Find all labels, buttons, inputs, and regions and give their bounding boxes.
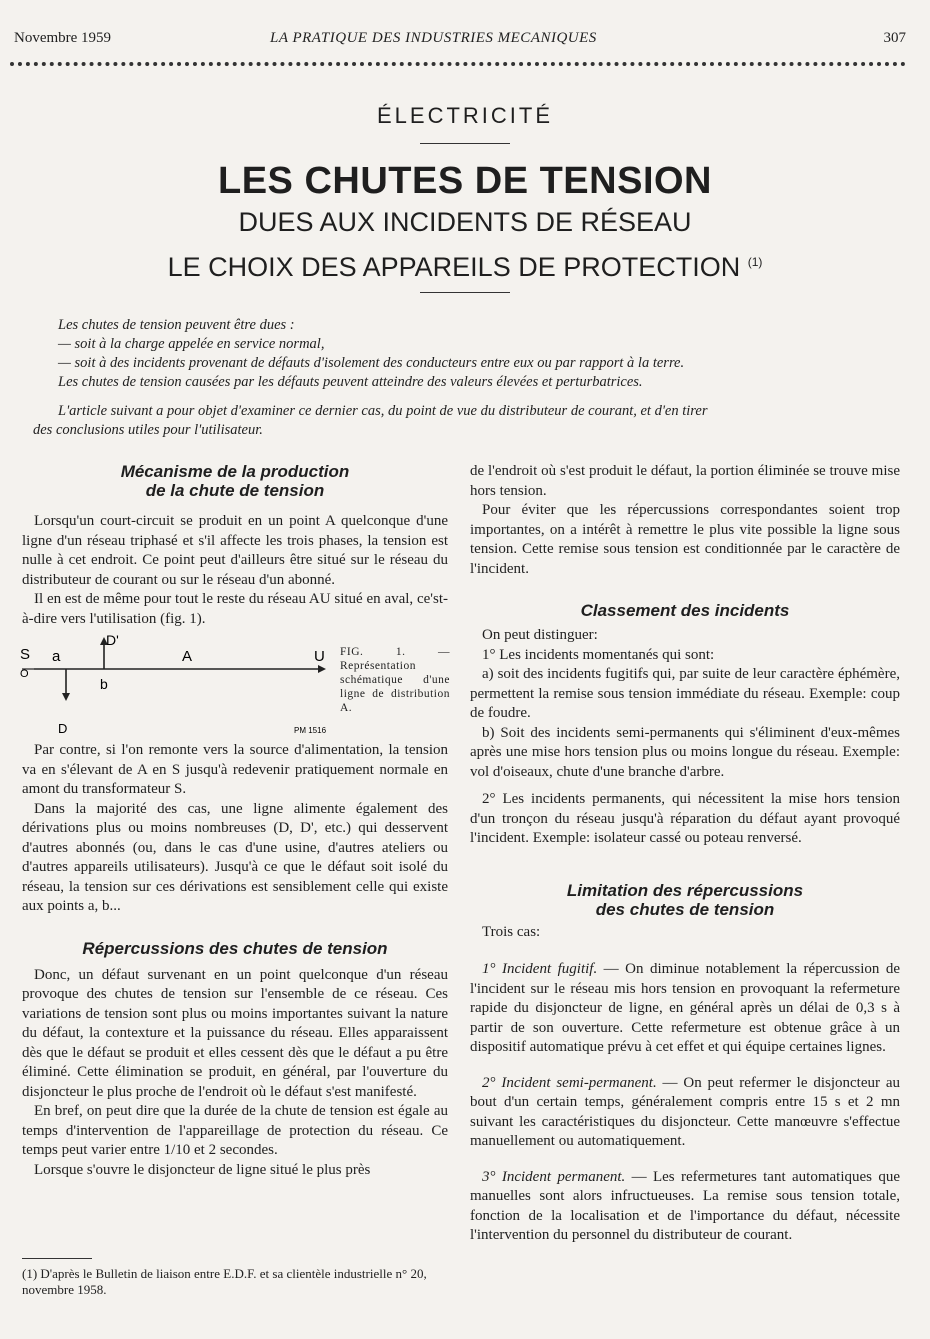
paragraph: Trois cas: [482, 923, 541, 940]
intro-line: des conclusions utiles pour l'utilisateur. [33, 422, 263, 438]
page-number: 307 [883, 30, 906, 46]
paragraph: Pour éviter que les répercussions correspondantes soient trop importantes, on a intérêt à remettre le plus vite possible la ligne sous tension. Cette remise sous tension est conditionnée par le caractère de l'incident. [470, 502, 900, 577]
header-journal: LA PRATIQUE DES INDUSTRIES MECANIQUES [270, 30, 597, 46]
line-diagram [20, 632, 332, 737]
intro-line: — soit à des incidents provenant de défauts d'isolement des conducteurs entre eux ou par rapport à la terre. [58, 355, 685, 371]
label-b: b [100, 676, 108, 692]
intro [58, 316, 878, 392]
paragraph: Lorsque s'ouvre le disjoncteur de ligne situé le plus près [34, 1161, 371, 1178]
paragraph: Il en est de même pour tout le reste du réseau AU situé en aval, ce'st-à-dire vers l'utilisation (fig. 1). [22, 591, 448, 627]
paragraph: On peut distinguer: [482, 627, 598, 643]
footnote-ref: (1) [747, 255, 763, 269]
left-column [22, 462, 448, 1180]
title-rule [420, 292, 510, 293]
article-subtitle-1: DUES AUX INCIDENTS DE RÉSEAU [238, 207, 692, 237]
heading-mecanisme: Mécanisme de la production de la chute de tension [120, 462, 350, 500]
paragraph: En bref, on peut dire que la durée de la chute de tension est égale au temps d'intervention de l'appareillage de protection du réseau. Ce temps peut varier entre 1/10 et 2 secondes. [22, 1103, 448, 1158]
label-a: a [52, 648, 61, 665]
paragraph: 1° Les incidents momentanés qui sont: [482, 646, 715, 663]
intro-line: Les chutes de tension peuvent être dues : [58, 317, 295, 333]
article-subtitle-2: LE CHOIX DES APPAREILS DE PROTECTION $^{(1)}$ [167, 252, 763, 282]
paragraph: a) soit des incidents fugitifs qui, par suite de leur caractère éphémère, permettent la remise sous tension immédiate du réseau. Exemple: coup de foudre. [470, 666, 900, 721]
heading-repercussions: Répercussions des chutes de tension [82, 938, 388, 958]
paragraph: de l'endroit où s'est produit le défaut, la portion éliminée se trouve mise hors tension. [470, 463, 900, 499]
intro-line: — soit à la charge appelée en service normal, [58, 336, 325, 352]
label-A: A [182, 648, 193, 665]
intro-purpose [33, 402, 903, 440]
paragraph: Lorsqu'un court-circuit se produit en un point A quelconque d'une ligne d'un réseau triphasé et s'il affecte les trois phases, la tension est nulle à cet endroit. Ce point peut d'ailleurs être situé sur le réseau du distributeur de courant ou sur le réseau d'un abonné. [22, 513, 448, 588]
figure-1 [20, 632, 450, 737]
intro-line: L'article suivant a pour objet d'examiner ce dernier cas, du point de vue du distributeur de courant, et d'en tirer [58, 403, 708, 419]
paragraph: 3° Incident permanent. — Les refermetures tant automatiques que manuelles sont alors infructueuses. La remise sous tension totale, fonction de la localisation et de l'importance du défaut, nécessite l'intervention du personnel du distributeur de courant. [470, 1168, 900, 1243]
heading-classement: Classement des incidents [580, 601, 790, 620]
label-S: S [20, 646, 31, 663]
heading-limitation: Limitation des répercussions des chutes de tension [566, 880, 804, 919]
figure-code: PM 1516 [294, 726, 327, 735]
section-rule [420, 143, 510, 144]
paragraph: b) Soit des incidents semi-permanents qui s'éliminent d'eux-mêmes après une mise hors tension plus ou moins longue du réseau. Exemple: vol d'oiseaux, chute d'une branche d'arbre. [470, 724, 900, 780]
footnote: (1) D'après le Bulletin de liaison entre E.D.F. et sa clientèle industrielle n° 20, novembre 1958. [22, 1266, 427, 1297]
header-rule [10, 62, 906, 66]
paragraph: 2° Incident semi-permanent. — On peut refermer le disjoncteur au bout d'un certain temps, généralement compris entre 15 s et 2 mn suivant les caractéristiques du disjoncteur. Cette manœuvre s'effectue manuellement ou automatiquement. [470, 1074, 900, 1149]
article-title: LES CHUTES DE TENSION [218, 160, 712, 202]
paragraph: 1° Incident fugitif. — On diminue notablement la répercussion de l'incident sur le réseau mis hors tension en provoquant la refermeture rapide du disjoncteur de ligne, en général après un délai de 0,3 s à partir de son ouverture. Cette refermeture est obtenue grâce à un dispositif automatique prévu à cet effet et qui équipe certaines lignes. [470, 961, 900, 1055]
paragraph: Dans la majorité des cas, une ligne alimente également des dérivations plus ou moins nombreuses (D, D', etc.) qui desservent d'autres abonnés (ou, dans le cas d'une usine, d'autres ateliers ou d'autres appareils utilisateurs). Jusqu'à ce que le défaut soit isolé du réseau, la tension sur ces dérivations est sensiblement celle qui existe aux points a, b... [22, 800, 448, 914]
label-Dprime: D' [106, 632, 119, 648]
footnote-rule [22, 1258, 92, 1259]
figure-caption: FIG. 1. — Représentation schématique d'une ligne de distribution A. [340, 646, 450, 714]
right-column [470, 462, 900, 1246]
label-D: D [58, 721, 68, 736]
section-label: ÉLECTRICITÉ [376, 103, 554, 128]
label-U: U [314, 648, 325, 665]
intro-line: Les chutes de tension causées par les défauts peuvent atteindre des valeurs élevées et perturbatrices. [58, 374, 643, 390]
paragraph: Par contre, si l'on remonte vers la source d'alimentation, la tension va en s'élevant de A en S jusqu'à redevenir pratiquement normale en amont du transformateur S. [22, 742, 448, 797]
header-date: Novembre 1959 [14, 30, 112, 46]
paragraph: Donc, un défaut survenant en un point quelconque d'un réseau provoque des chutes de tension sur l'ensemble de ce réseau. Ces variations de tension sont plus ou moins importantes suivant la nature du défaut, la contexture et la puissance du réseau. Elles apparaissent dès que le défaut se produit et elles cessent dès que le défaut a pu être éliminé. Cette élimination se produit, en général, par l'ouverture du disjoncteur le plus proche de l'endroit où le défaut s'est manifesté. [22, 966, 448, 1100]
label-O: O [20, 668, 29, 680]
paragraph: 2° Les incidents permanents, qui nécessitent la mise hors tension d'un tronçon du réseau jusqu'à réparation du défaut ayant provoqué l'incident. Exemple: isolateur cassé ou poteau renversé. [470, 791, 900, 846]
